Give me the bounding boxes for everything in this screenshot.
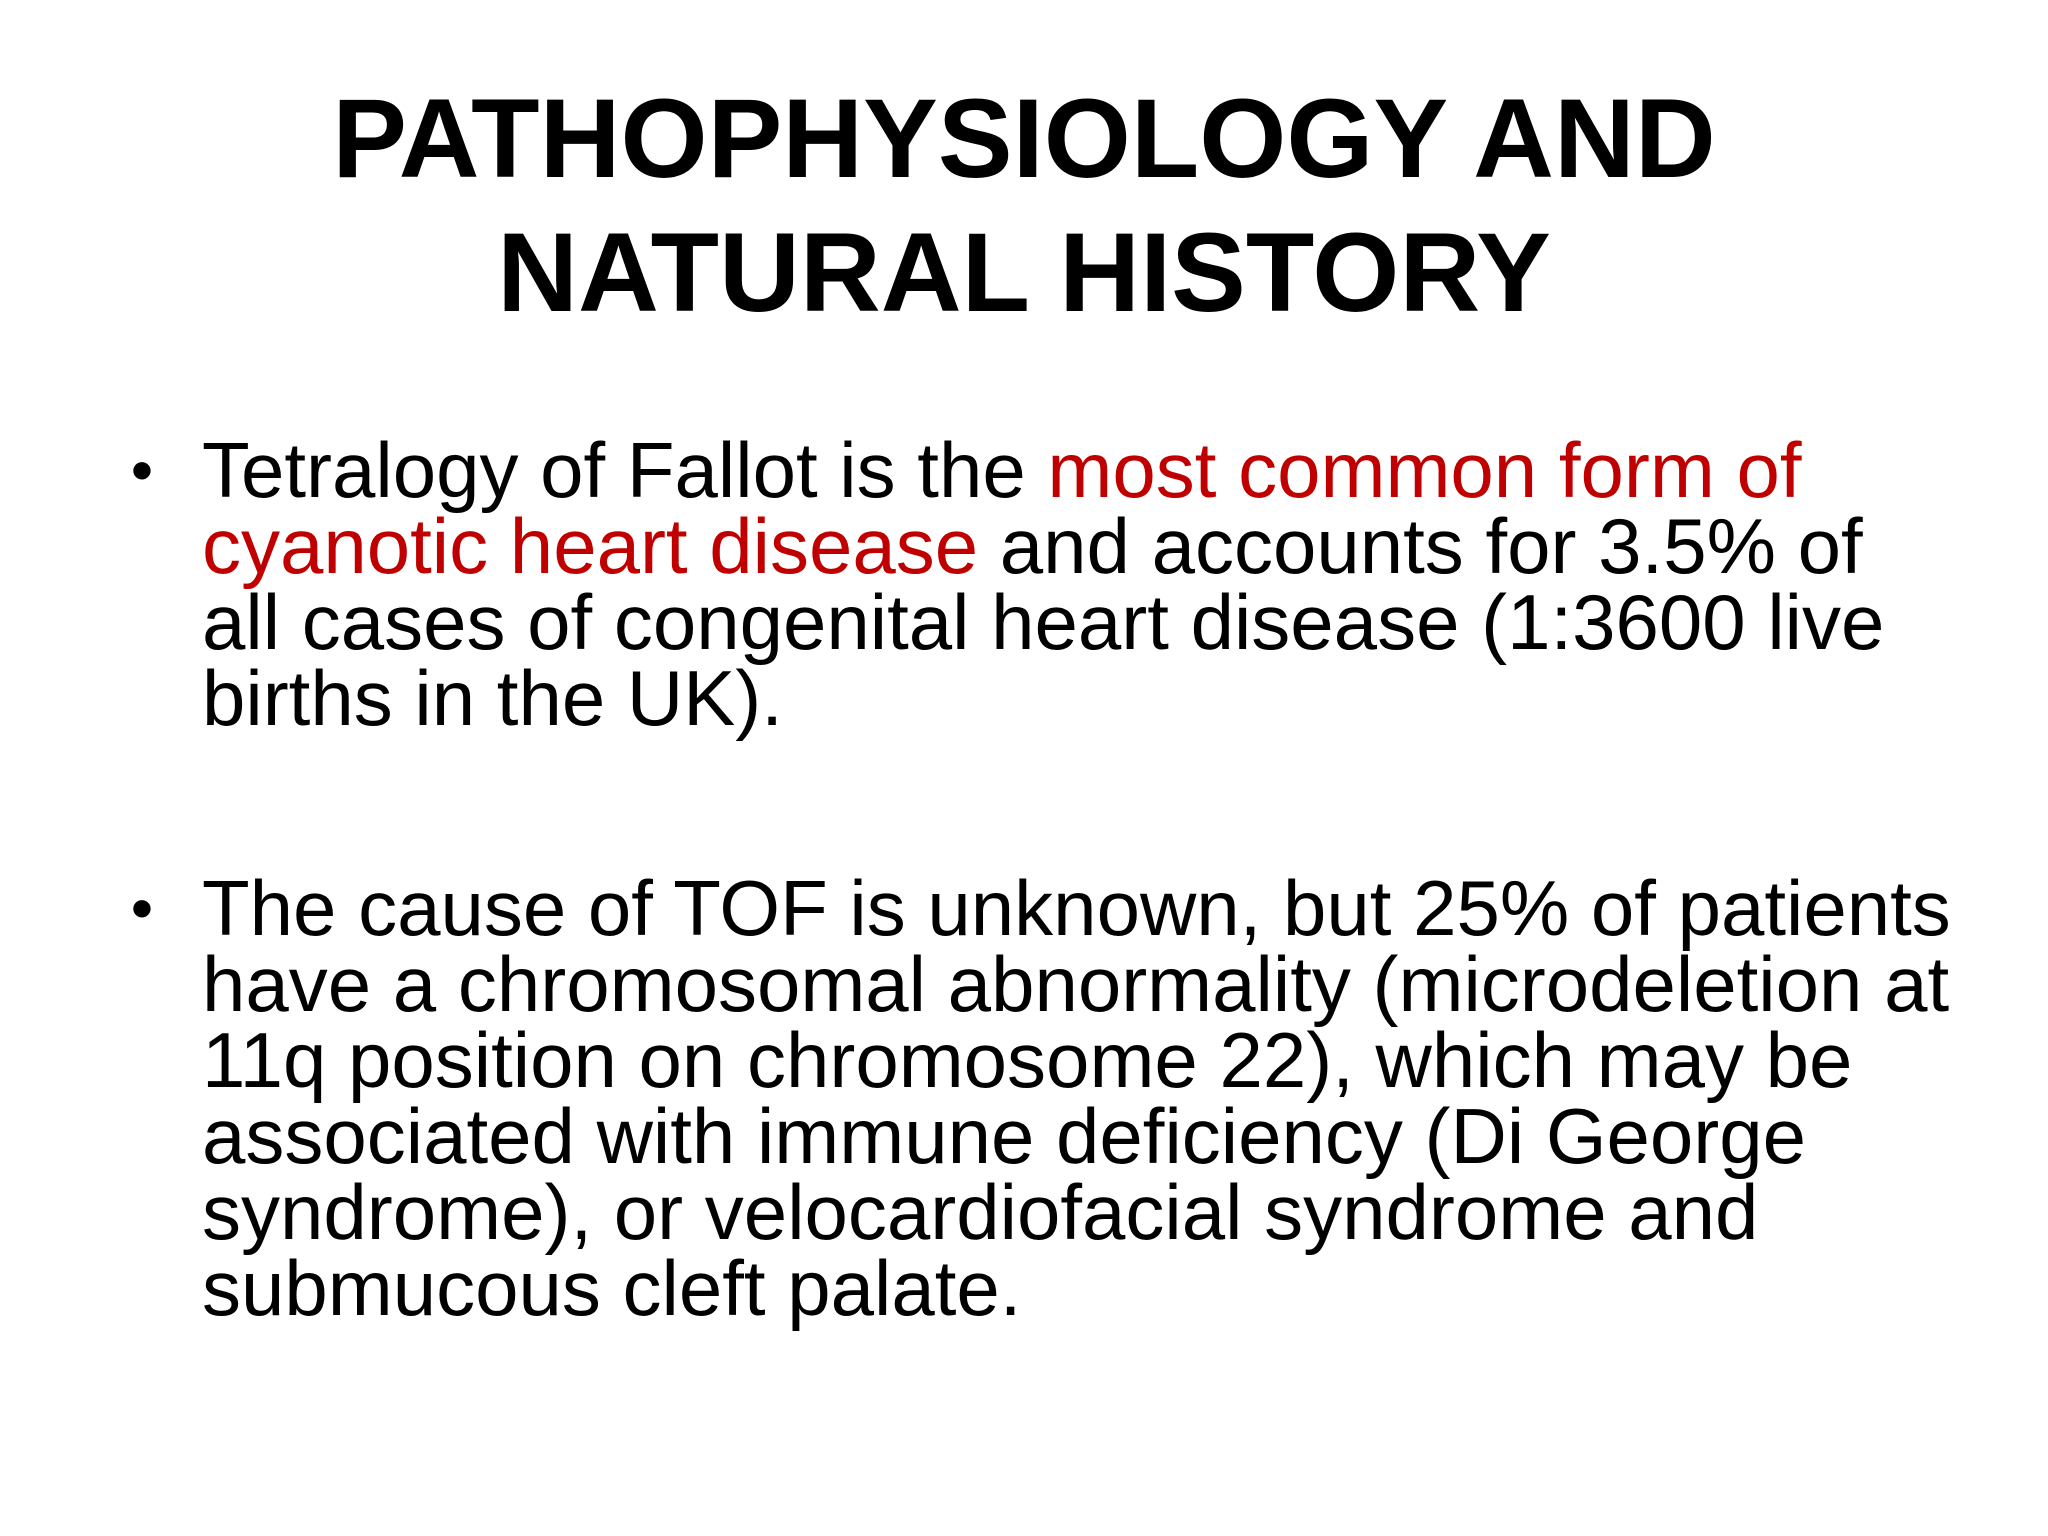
bullet-icon: • — [130, 872, 154, 944]
bullet-text-highlight: most common form of cyanotic heart disease — [202, 426, 1802, 590]
title-line-1: PATHOPHYSIOLOGY AND — [332, 76, 1716, 201]
bullet-icon: • — [130, 434, 154, 506]
bullet-text-tail: and accounts for 3.5% of all cases of congenital heart disease (1:3600 live births in the UK). — [202, 502, 1885, 742]
bullet-text: The cause of TOF is unknown, but 25% of patients have a chromosomal abnormality (microdeletion at 11q position on chromosome 22), which may be associated with immune deficiency (Di George syndrome), or velocardiofacial syndrome and submucous cleft palate. — [202, 864, 1951, 1332]
bullet-item-incidence — [130, 426, 1962, 742]
slide-title — [0, 72, 2048, 340]
bullet-text-lead: Tetralogy of Fallot is the — [202, 426, 1048, 514]
title-line-2: NATURAL HISTORY — [497, 210, 1551, 335]
bullet-item-cause — [130, 864, 1962, 1332]
